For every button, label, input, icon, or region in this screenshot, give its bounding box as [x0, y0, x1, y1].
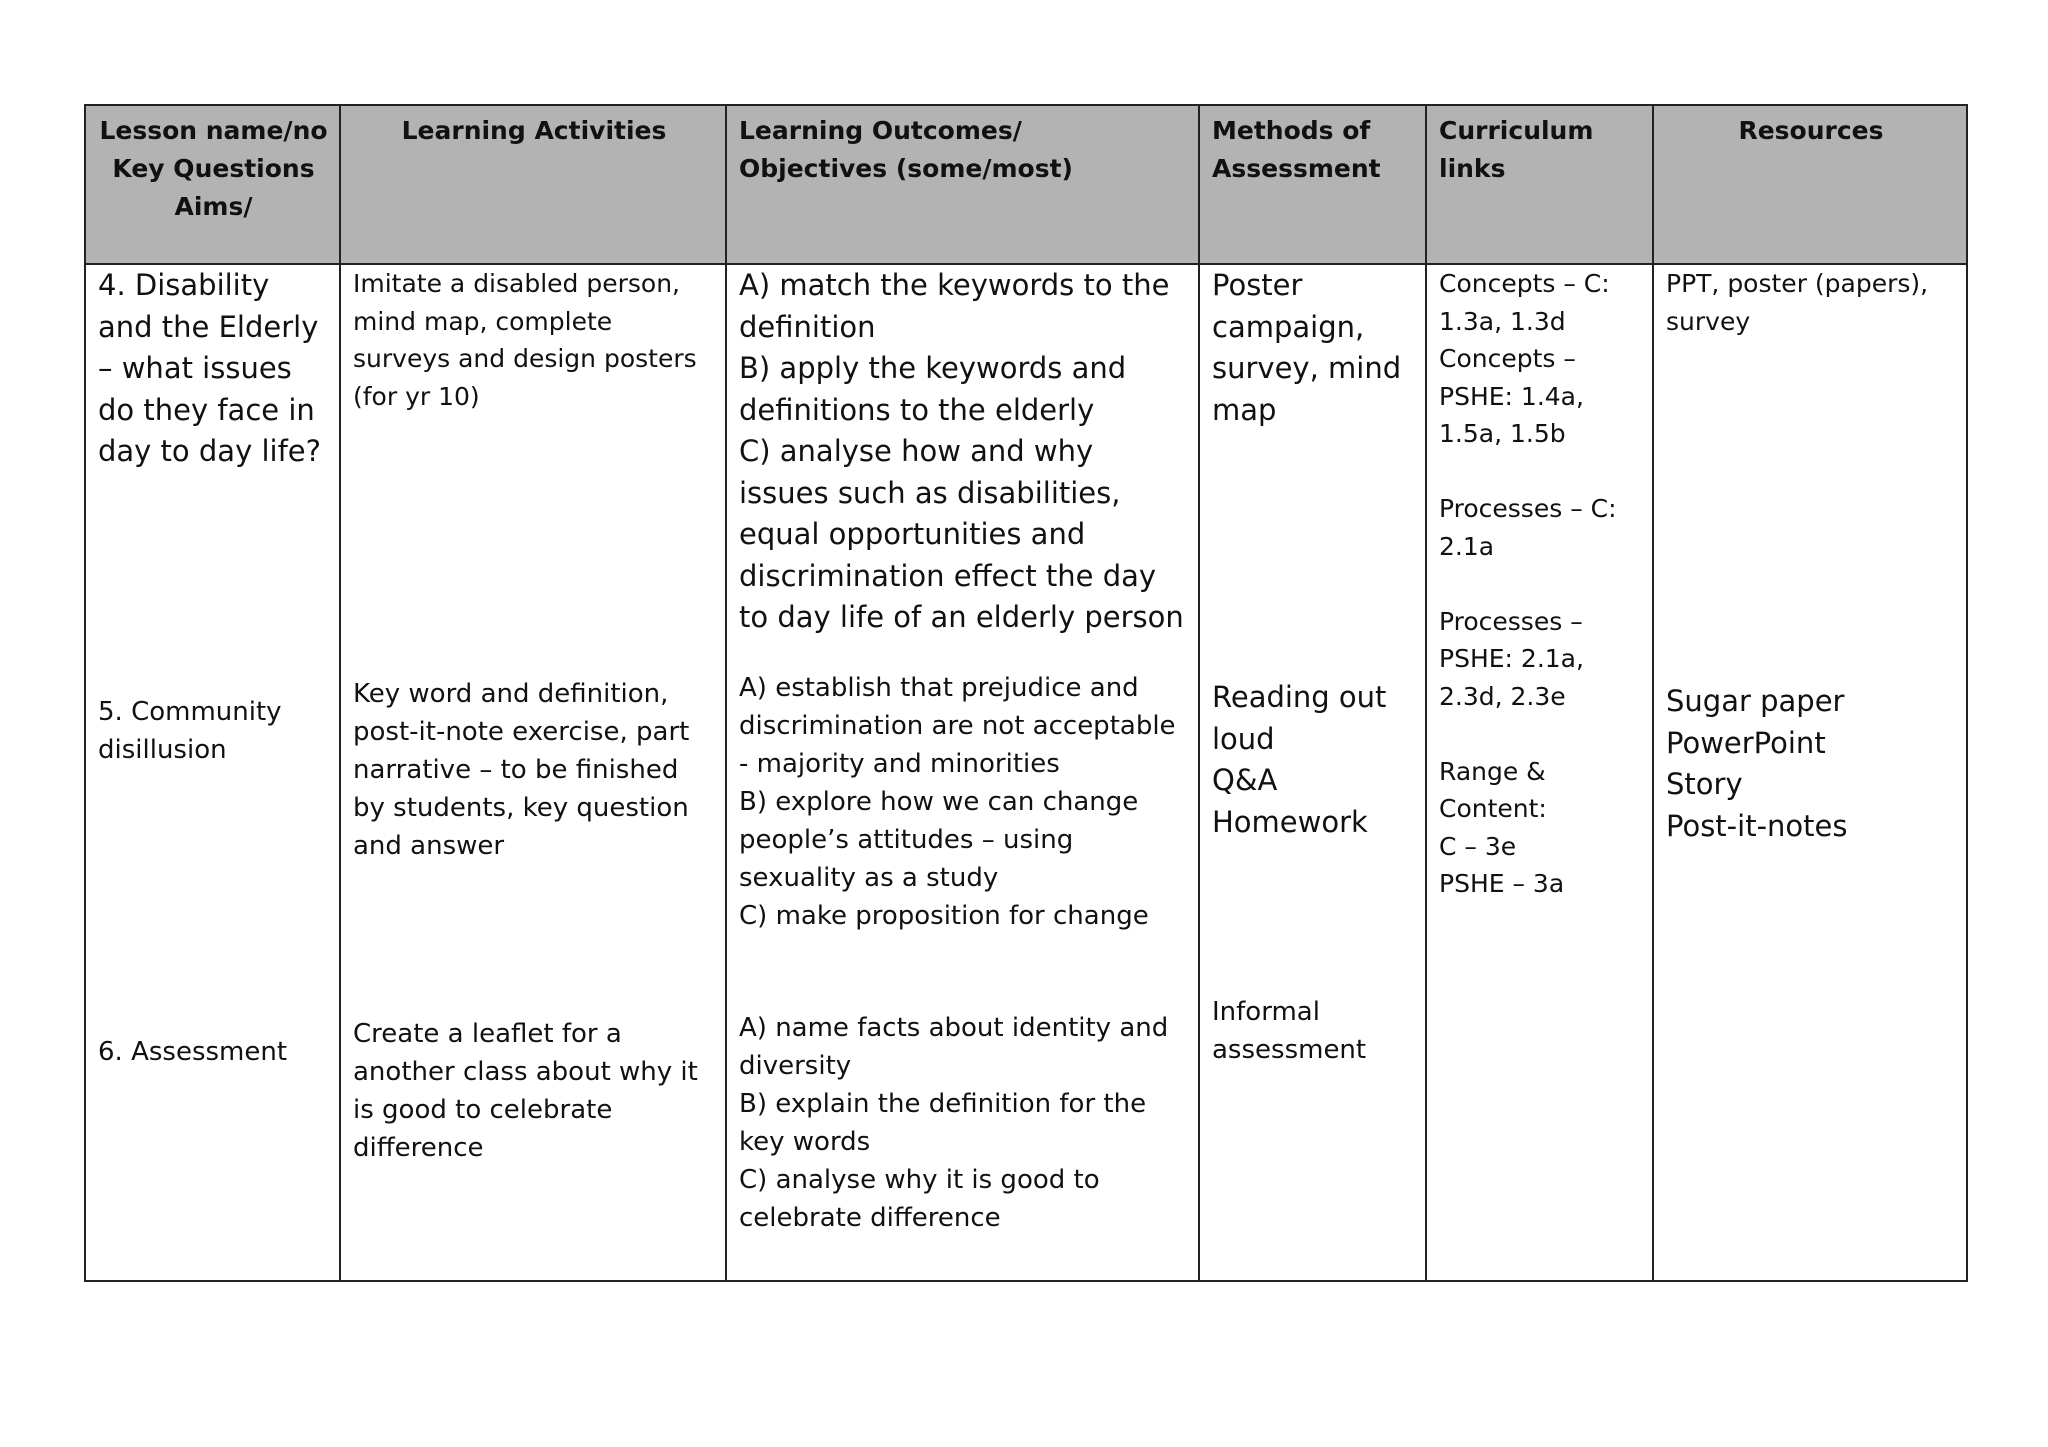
lesson-6-outcomes: A) name facts about identity and diversity B) explain the definition for the key words C) analyse why it is good to celebrate difference — [739, 1013, 1169, 1233]
lesson-5-activities: Key word and definition, post-it-note exercise, part narrative – to be finished by students, key question and answer — [353, 679, 690, 861]
lesson-6-assessment: Informal assessment — [1212, 997, 1367, 1065]
lesson-5-outcomes: A) establish that prejudice and discrimination are not acceptable - majority and minorities B) explore how we can change people’s attitudes – using sexuality as a study C) make proposition for change — [739, 673, 1176, 931]
lesson-4-name: 4. Disability and the Elderly – what issues do they face in day to day life? — [98, 268, 322, 468]
lesson-4-assessment: Poster campaign, survey, mind map — [1212, 268, 1402, 427]
lesson-4-activities: Imitate a disabled person, mind map, complete surveys and design posters (for yr 10) — [353, 269, 697, 411]
lesson-5-assessment: Reading out loud Q&A Homework — [1212, 680, 1387, 839]
lesson-plan-table — [84, 104, 1968, 1282]
header-curriculum-links: Curriculum links — [1426, 105, 1653, 264]
resources-column-cell — [1653, 264, 1967, 1281]
lesson-5-resources: Sugar paper PowerPoint Story Post-it-notes — [1666, 684, 1848, 843]
table-row — [85, 264, 1967, 1281]
lesson-4-resources: PPT, poster (papers), survey — [1666, 269, 1929, 336]
lesson-6-activities: Create a leaflet for a another class about why it is good to celebrate difference — [353, 1019, 698, 1163]
assessment-column-cell — [1199, 264, 1426, 1281]
lesson-column-cell — [85, 264, 340, 1281]
lesson-4-outcomes: A) match the keywords to the definition B) apply the keywords and definitions to the elderly C) analyse how and why issues such as disabilities, equal opportunities and discrimination effect the day to day life of an elderly person — [739, 268, 1184, 634]
curriculum-column-cell — [1426, 264, 1653, 1281]
header-learning-outcomes: Learning Outcomes/ Objectives (some/most) — [726, 105, 1199, 264]
lesson-4-curriculum-links: Concepts – C: 1.3a, 1.3d Concepts – PSHE: 1.4a, 1.5a, 1.5b Processes – C: 2.1a Processes – PSHE: 2.1a, 2.3d, 2.3e Range & Content: C – 3e PSHE – 3a — [1439, 269, 1617, 898]
header-row — [85, 105, 1967, 264]
lesson-6-name: 6. Assessment — [98, 1037, 288, 1067]
header-methods-of-assessment: Methods of Assessment — [1199, 105, 1426, 264]
header-learning-activities: Learning Activities — [340, 105, 726, 264]
outcomes-column-cell — [726, 264, 1199, 1281]
header-resources: Resources — [1653, 105, 1967, 264]
lesson-5-name: 5. Community disillusion — [98, 697, 282, 765]
header-lesson-name: Lesson name/no Key Questions Aims/ — [85, 105, 340, 264]
activities-column-cell — [340, 264, 726, 1281]
